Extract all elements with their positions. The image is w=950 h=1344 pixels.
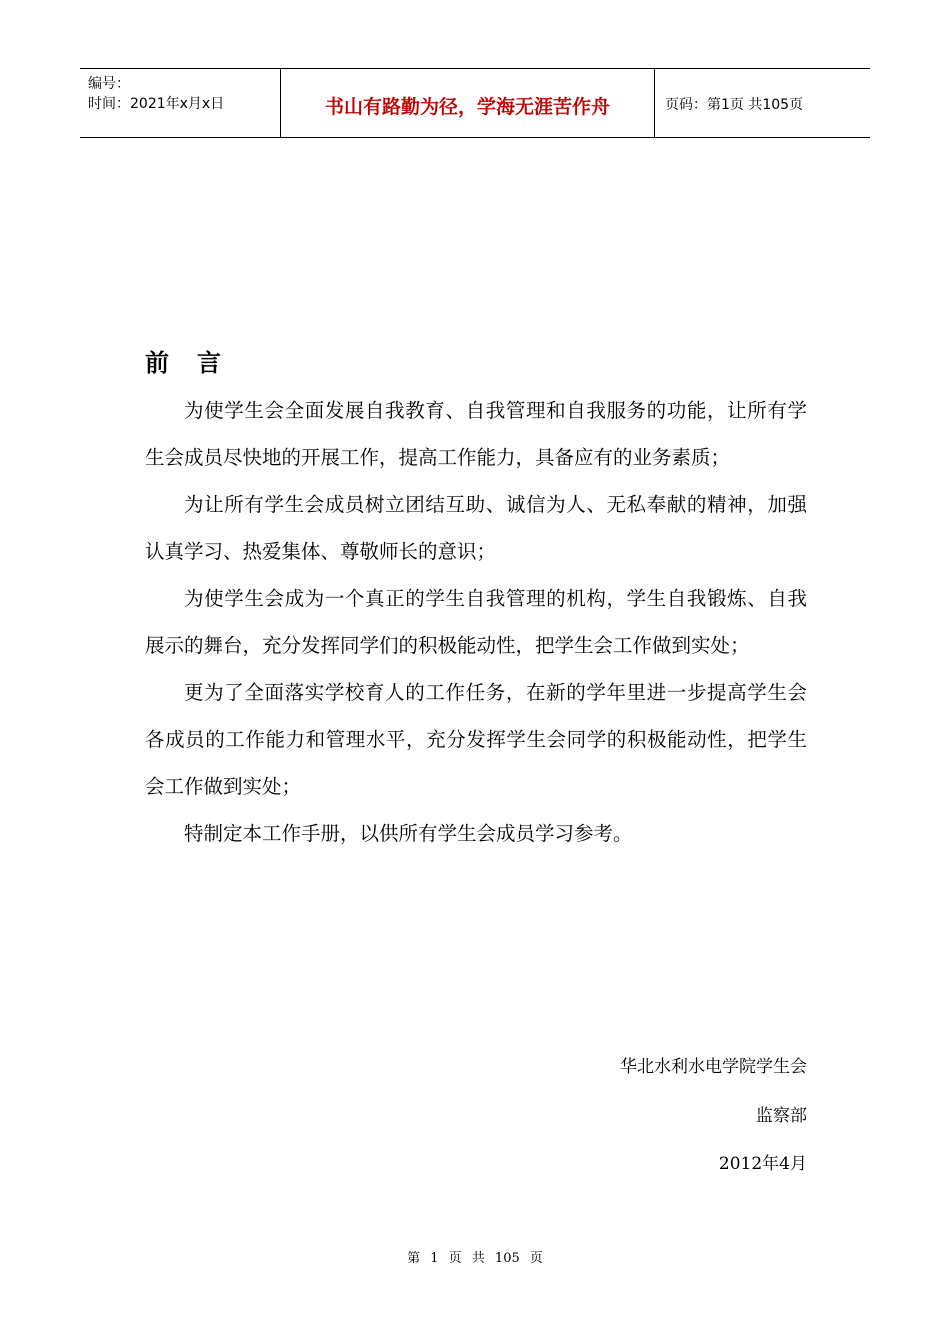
page-footer: 第 1 页 共 105 页 xyxy=(407,1251,543,1266)
header-motto: 书山有路勤为径，学海无涯苦作舟 xyxy=(281,69,655,137)
paragraph: 为使学生会成为一个真正的学生自我管理的机构，学生自我锻炼、自我展示的舞台，充分发挥同学们的积极能动性，把学生会工作做到实处； xyxy=(145,587,807,657)
paragraph: 更为了全面落实学校育人的工作任务，在新的学年里进一步提高学生会各成员的工作能力和管理水平，充分发挥学生会同学的积极能动性，把学生会工作做到实处； xyxy=(145,681,807,798)
time-label: 时间：2021年x月x日 xyxy=(88,96,225,112)
preface-body xyxy=(145,387,807,857)
header-meta xyxy=(80,69,281,137)
signature-org: 华北水利水电学院学生会 xyxy=(620,1057,807,1077)
signature-dept: 监察部 xyxy=(756,1106,807,1126)
document-header xyxy=(80,68,870,138)
paragraph: 为使学生会全面发展自我教育、自我管理和自我服务的功能，让所有学生会成员尽快地的开展工作，提高工作能力，具备应有的业务素质； xyxy=(145,399,807,469)
paragraph: 特制定本工作手册，以供所有学生会成员学习参考。 xyxy=(184,822,633,845)
paragraph: 为让所有学生会成员树立团结互助、诚信为人、无私奉献的精神，加强认真学习、热爱集体、尊敬师长的意识； xyxy=(145,493,807,563)
signature-date: 2012年4月 xyxy=(718,1154,807,1174)
header-page-label: 页码：第1页 共105页 xyxy=(665,97,804,113)
number-label: 编号： xyxy=(88,76,130,92)
page-title: 前言 xyxy=(145,348,249,377)
